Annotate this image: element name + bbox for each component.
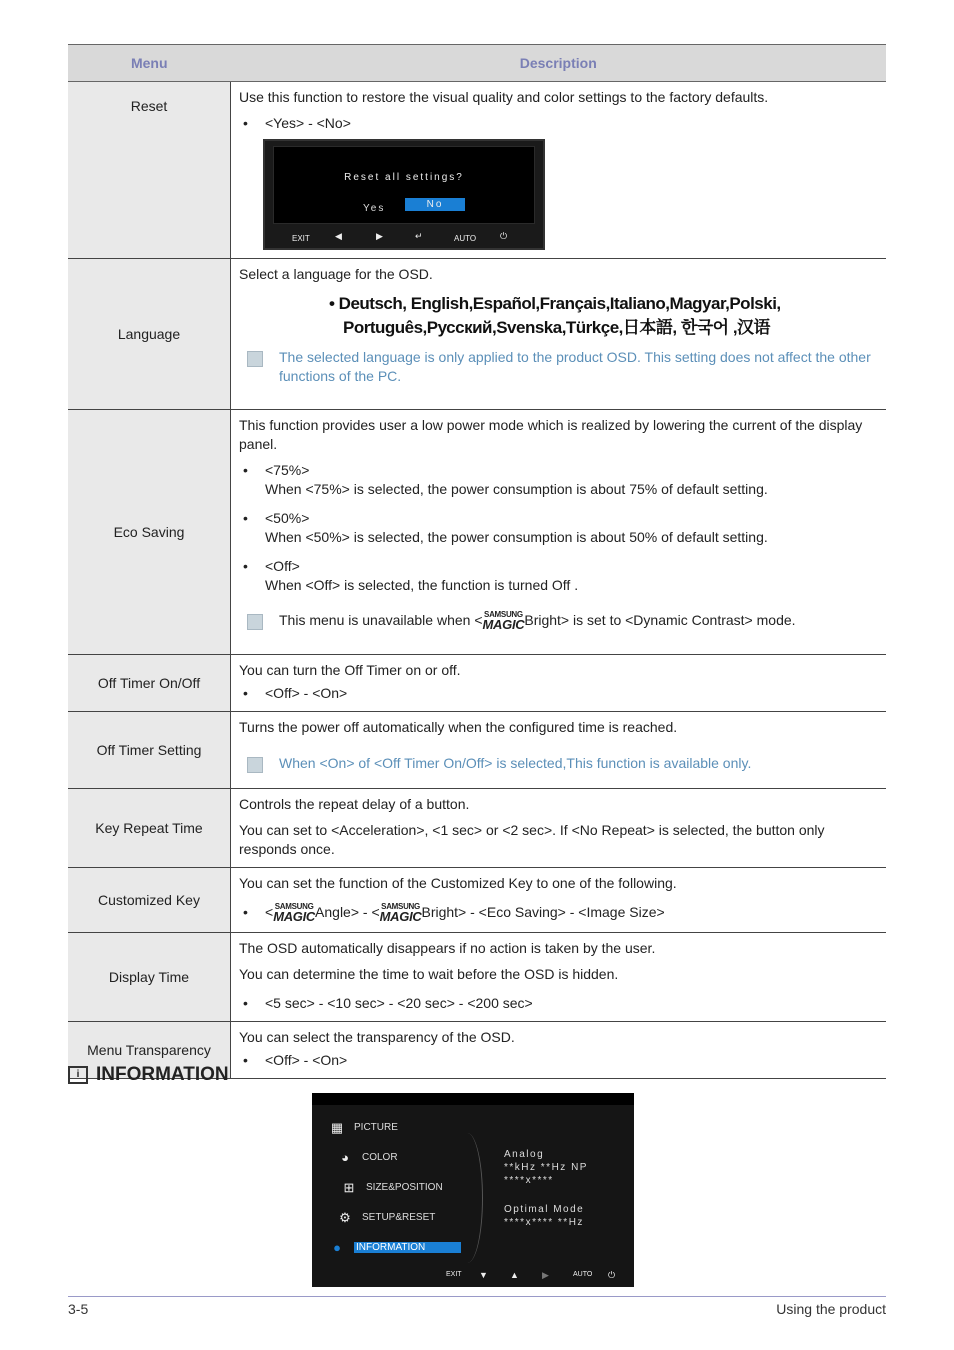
reset-osd-image <box>263 139 545 250</box>
palette-icon: ◕ <box>341 1150 349 1165</box>
picture-icon: ▦ <box>330 1120 344 1135</box>
transparency-desc <box>231 1022 887 1079</box>
settings-table <box>68 44 886 1079</box>
offsetting-text: Turns the power off automatically when the configured time is reached. <box>239 719 678 735</box>
language-note: The selected language is only applied to the product OSD. This setting does not affect the other functions of the PC. <box>239 348 878 386</box>
language-label: Language <box>68 259 231 410</box>
eco-desc <box>231 410 887 655</box>
samsung-magic-logo: SAMSUNG MAGIC <box>273 902 316 925</box>
auto-label: AUTO <box>573 1271 593 1278</box>
offtimer-text: You can turn the Off Timer on or off. <box>239 662 461 678</box>
up-arrow-icon: ▲ <box>510 1270 519 1280</box>
enter-icon: ↵ <box>415 231 423 241</box>
note-icon <box>247 614 263 630</box>
note-icon <box>247 351 263 367</box>
language-list-line2: Português,Русский,Svenska,Türkçe,日本語, 한국어 ,汉语 <box>343 318 771 337</box>
section-title: Using the product <box>776 1301 886 1317</box>
osd-item-size-position: ⊞ SIZE&POSITION <box>340 1180 443 1194</box>
exit-label: EXIT <box>446 1271 462 1278</box>
customkey-bullet: • < SAMSUNG MAGIC Angle> - < SAMSUNG MAGIC Bright> - <Eco Saving> - <Image Size> <box>243 902 665 925</box>
offtimer-label: Off Timer On/Off <box>68 655 231 712</box>
displaytime-label: Display Time <box>68 933 231 1022</box>
osd-divider-arc <box>452 1133 483 1263</box>
displaytime-bullet: • <5 sec> - <10 sec> - <20 sec> - <200 sec> <box>243 995 533 1011</box>
eco-text: This function provides user a low power mode which is realized by lowering the current of the display panel. <box>239 417 863 452</box>
information-osd-image <box>312 1093 634 1287</box>
keyrepeat-text: Controls the repeat delay of a button. <box>239 796 470 812</box>
reset-osd-prompt: Reset all settings? <box>344 172 464 183</box>
exit-label: EXIT <box>292 234 310 243</box>
right-arrow-icon: ▶ <box>376 231 383 241</box>
reset-osd-no: No <box>405 198 465 211</box>
down-arrow-icon: ▼ <box>479 1270 488 1280</box>
keyrepeat-text2: You can set to <Acceleration>, <1 sec> or <2 sec>. If <No Repeat> is selected, the button only responds once. <box>239 822 825 857</box>
keyrepeat-desc <box>231 789 887 868</box>
reset-label: Reset <box>68 82 231 259</box>
osd-item-color: ◕ COLOR <box>336 1150 398 1164</box>
eco-label: Eco Saving <box>68 410 231 655</box>
right-arrow-icon: ▶ <box>542 1270 549 1280</box>
info-icon: i <box>68 1066 88 1084</box>
reset-bullet: • <Yes> - <No> <box>243 115 351 131</box>
menu-header: Menu <box>68 45 231 82</box>
language-list-image <box>329 292 878 340</box>
keyrepeat-label: Key Repeat Time <box>68 789 231 868</box>
note-icon <box>247 757 263 773</box>
transparency-bullet: • <Off> - <On> <box>243 1052 348 1068</box>
customkey-text: You can set the function of the Customized Key to one of the following. <box>239 875 677 891</box>
eco-note: This menu is unavailable when < SAMSUNG MAGIC Bright> is set to <Dynamic Contrast> mode. <box>239 611 878 631</box>
description-header: Description <box>231 45 887 82</box>
information-heading: i INFORMATION <box>68 1064 229 1086</box>
osd-info-values: Analog **kHz **Hz NP ****x**** Optimal Mode ****x**** **Hz <box>504 1149 588 1228</box>
eco-bullet-off: • <Off> When <Off> is selected, the function is turned Off . <box>243 558 579 593</box>
reset-osd-yes: Yes <box>363 203 386 214</box>
power-icon: ⏻ <box>500 231 508 241</box>
displaytime-text2: You can determine the time to wait before the OSD is hidden. <box>239 966 619 982</box>
offtimer-bullet: • <Off> - <On> <box>243 685 348 701</box>
eco-bullet-50: • <50%> When <50%> is selected, the power consumption is about 50% of default setting. <box>243 510 768 545</box>
language-desc <box>231 259 887 410</box>
info-circle-icon: ● <box>333 1240 341 1255</box>
language-text: Select a language for the OSD. <box>239 266 433 282</box>
displaytime-text: The OSD automatically disappears if no action is taken by the user. <box>239 940 656 956</box>
transparency-label: Menu Transparency <box>68 1022 231 1079</box>
offsetting-desc <box>231 712 887 789</box>
gear-icon: ⚙ <box>339 1210 351 1225</box>
offsetting-label: Off Timer Setting <box>68 712 231 789</box>
language-list-line1: • Deutsch, English,Español,Français,Italiano,Magyar,Polski, <box>329 294 781 313</box>
offsetting-note: When <On> of <Off Timer On/Off> is selected,This function is available only. <box>239 754 878 773</box>
customkey-label: Customized Key <box>68 868 231 933</box>
customkey-desc <box>231 868 887 933</box>
osd-item-information: ● INFORMATION <box>328 1240 461 1254</box>
samsung-magic-logo: SAMSUNG MAGIC <box>379 902 422 925</box>
osd-item-picture: ▦ PICTURE <box>328 1120 398 1134</box>
reset-desc <box>231 82 887 259</box>
transparency-text: You can select the transparency of the OSD. <box>239 1029 515 1045</box>
osd-item-setup-reset: ⚙ SETUP&RESET <box>336 1210 435 1224</box>
footer-divider <box>68 1296 886 1297</box>
displaytime-desc <box>231 933 887 1022</box>
power-icon: ⏻ <box>608 1270 616 1280</box>
samsung-magic-logo: SAMSUNG MAGIC <box>482 610 525 633</box>
eco-bullet-75: • <75%> When <75%> is selected, the power consumption is about 75% of default setting. <box>243 462 768 497</box>
reset-text: Use this function to restore the visual quality and color settings to the factory defaults. <box>239 89 769 105</box>
auto-label: AUTO <box>454 234 477 243</box>
size-position-icon: ⊞ <box>343 1180 355 1195</box>
left-arrow-icon: ◀ <box>335 231 342 241</box>
offtimer-desc <box>231 655 887 712</box>
page-number: 3-5 <box>68 1301 89 1317</box>
